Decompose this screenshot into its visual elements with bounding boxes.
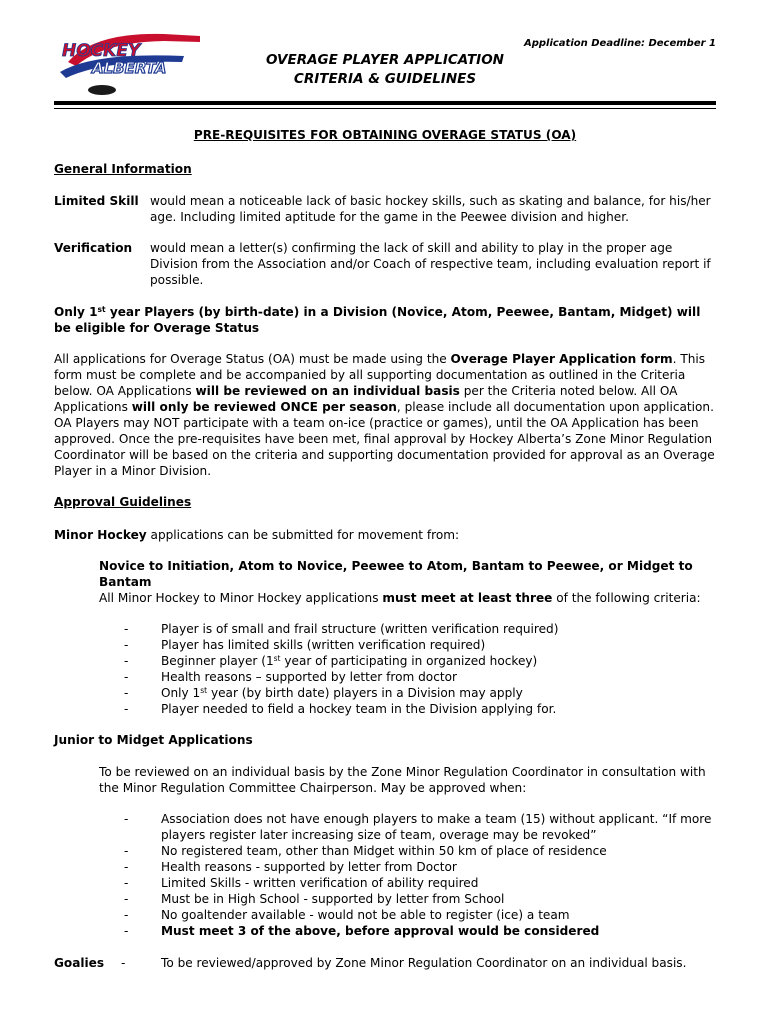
list-item — [99, 811, 716, 843]
junior-criterion-3: Health reasons - supported by letter from Doctor — [161, 860, 457, 874]
list-item — [99, 669, 716, 685]
limited-skill-definition: would mean a noticeable lack of basic hockey skills, such as skating and balance, for his/her age. Including limited aptitude for the game in the Peewee division and higher. — [150, 194, 711, 224]
list-dash: - — [124, 892, 129, 906]
first-year-sup: st — [97, 305, 106, 314]
logo-puck-shadow — [88, 85, 116, 95]
list-item — [99, 907, 716, 923]
list-dash: - — [124, 844, 129, 858]
apps-bold-once: will only be reviewed ONCE per season — [131, 400, 397, 414]
junior-criterion-2: No registered team, other than Midget within 50 km of place of residence — [161, 844, 607, 858]
list-item — [99, 637, 716, 653]
limited-skill-entry — [54, 193, 716, 225]
criteria-intro-bold: must meet at least three — [382, 591, 553, 605]
junior-criterion-7: Must meet 3 of the above, before approval would be considered — [161, 924, 600, 938]
list-dash: - — [124, 670, 129, 684]
minor-hockey-bold: Minor Hockey — [54, 528, 147, 542]
list-dash: - — [124, 908, 129, 922]
minor-criterion-5: Only 1st year (by birth date) players in a Division may apply — [161, 686, 523, 700]
list-item — [99, 653, 716, 669]
apps-text-3: per the Criteria noted below. All OA Applications — [54, 384, 678, 414]
list-dash: - — [124, 638, 129, 652]
hockey-alberta-logo — [54, 26, 204, 98]
list-dash: - — [124, 812, 129, 826]
application-deadline: Application Deadline: December 1 — [523, 38, 716, 49]
logo-text-hockey: HOCKEY — [62, 41, 141, 61]
minor-criterion-1: Player is of small and frail structure (written verification required) — [161, 622, 559, 636]
list-dash: - — [124, 702, 129, 716]
list-item — [99, 859, 716, 875]
minor-criterion-6: Player needed to field a hockey team in the Division applying for. — [161, 702, 557, 716]
first-year-eligibility — [54, 304, 716, 336]
prereq-heading: PRE-REQUISITES FOR OBTAINING OVERAGE STATUS (OA) — [193, 128, 577, 142]
junior-midget-heading: Junior to Midget Applications — [54, 733, 253, 747]
list-item — [99, 875, 716, 891]
minor-criterion-3: Beginner player (1st year of participating in organized hockey) — [161, 654, 538, 668]
apps-bold-individual: will be reviewed on an individual basis — [195, 384, 460, 398]
minor-hockey-intro — [54, 527, 716, 543]
list-item — [99, 843, 716, 859]
apps-text-1: All applications for Overage Status (OA) must be made using the — [54, 352, 451, 366]
list-dash: - — [124, 924, 129, 938]
applications-paragraph — [54, 351, 716, 479]
verification-definition: would mean a letter(s) confirming the lack of skill and ability to play in the proper age Division from the Association and/or Coach of respective team, including evaluation report if possible. — [150, 241, 711, 287]
first-year-part1: Only 1 — [54, 305, 98, 319]
approval-guidelines-heading: Approval Guidelines — [54, 495, 192, 509]
goalies-text: To be reviewed/approved by Zone Minor Regulation Coordinator on an individual basis. — [161, 956, 687, 970]
page-title — [230, 51, 540, 89]
criteria-intro-text-1: All Minor Hockey to Minor Hockey applications — [99, 591, 383, 605]
list-dash: - — [124, 622, 129, 636]
title-line-2: CRITERIA & GUIDELINES — [293, 71, 477, 87]
minor-hockey-text: applications can be submitted for movement from: — [146, 528, 460, 542]
title-line-1: OVERAGE PLAYER APPLICATION — [266, 52, 504, 68]
minor-criterion-2: Player has limited skills (written verification required) — [161, 638, 486, 652]
general-info-heading: General Information — [54, 162, 192, 176]
limited-skill-term: Limited Skill — [54, 194, 139, 208]
list-item — [99, 701, 716, 717]
movement-list: Novice to Initiation, Atom to Novice, Peewee to Atom, Bantam to Peewee, or Midget to Bantam — [99, 559, 693, 589]
list-dash: - — [124, 686, 129, 700]
apps-text-4: , please include all documentation upon application. OA Players may NOT participate with a team on-ice (practice or games), until the OA Application has been approved. Once the pre-requisites have been met, final approval by Hockey Alberta’s Zone Minor Regulation Coordinator will be based on the criteria and supporting documentation provided for approval as an Overage Player in a Minor Division. — [54, 400, 715, 478]
verification-term: Verification — [54, 241, 133, 255]
junior-intro: To be reviewed on an individual basis by the Zone Minor Regulation Coordinator in consultation with the Minor Regulation Committee Chairperson. May be approved when: — [99, 765, 706, 795]
list-item — [99, 621, 716, 637]
verification-entry — [54, 240, 716, 288]
header-rule-thin — [54, 108, 716, 109]
list-dash: - — [124, 654, 129, 668]
apps-bold-form: Overage Player Application form — [450, 352, 673, 366]
criteria-intro-text-2: of the following criteria: — [552, 591, 701, 605]
junior-criterion-1: Association does not have enough players to make a team (15) without applicant. “If more players register later increasing size of team, overage may be revoked” — [161, 812, 712, 842]
header-rule-thick — [54, 101, 716, 105]
first-year-part2: year Players (by birth-date) in a Division (Novice, Atom, Peewee, Bantam, Midget) will be eligible for Overage Status — [54, 305, 701, 335]
list-dash: - — [124, 860, 129, 874]
junior-criterion-4: Limited Skills - written verification of ability required — [161, 876, 479, 890]
list-item — [99, 685, 716, 701]
list-item — [99, 891, 716, 907]
list-item — [99, 923, 716, 939]
logo-text-alberta: ALBERTA — [92, 59, 167, 77]
junior-criterion-6: No goaltender available - would not be able to register (ice) a team — [161, 908, 570, 922]
apps-text-2: . This form must be complete and be accompanied by all supporting documentation as outlined in the Criteria below. OA Applications — [54, 352, 706, 398]
goalies-term: Goalies — [54, 956, 105, 970]
goalies-dash: - — [121, 956, 126, 970]
list-dash: - — [124, 876, 129, 890]
minor-criterion-4: Health reasons – supported by letter from doctor — [161, 670, 457, 684]
junior-criterion-5: Must be in High School - supported by letter from School — [161, 892, 505, 906]
criteria-intro — [99, 590, 716, 606]
